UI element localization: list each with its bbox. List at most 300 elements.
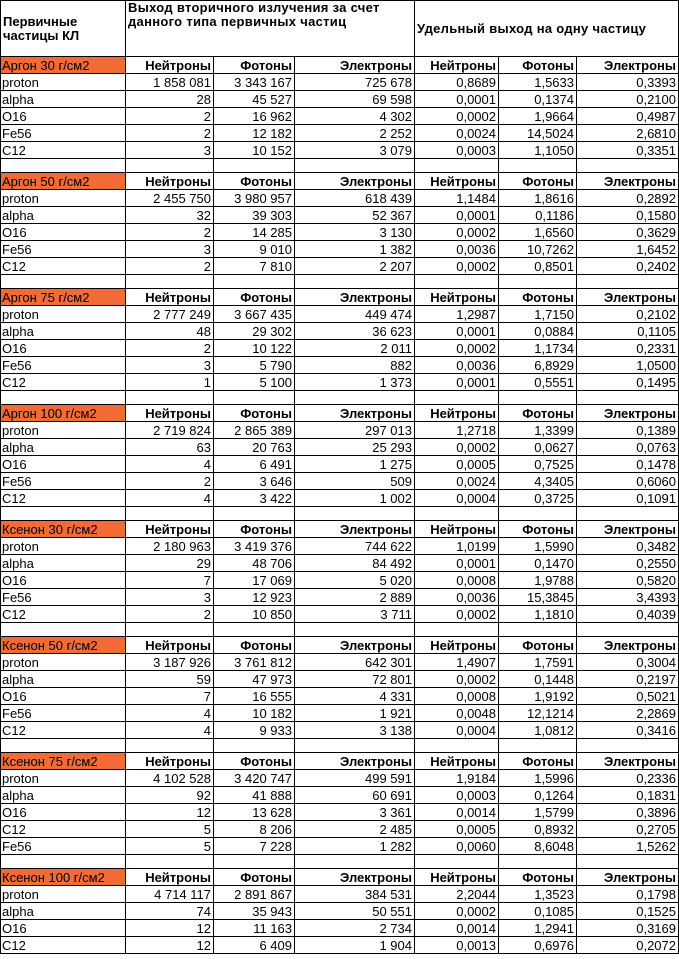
value-cell: 1,6452	[577, 241, 679, 258]
table-row	[1, 241, 679, 258]
value-cell: 0,2102	[577, 306, 679, 323]
value-cell: 0,0008	[415, 572, 499, 589]
particle-name: C12	[1, 374, 126, 391]
value-cell: 0,2072	[577, 937, 679, 954]
header-row	[1, 1, 679, 57]
value-cell: 0,2402	[577, 258, 679, 275]
value-cell: 1,8616	[499, 190, 577, 207]
empty-cell	[295, 739, 415, 753]
value-cell: 5 100	[214, 374, 295, 391]
particle-name: Fe56	[1, 705, 126, 722]
empty-cell	[415, 275, 499, 289]
column-header: Электроны	[295, 405, 415, 422]
value-cell: 2	[126, 606, 214, 623]
value-cell: 12 182	[214, 125, 295, 142]
value-cell: 0,4039	[577, 606, 679, 623]
table-row	[1, 838, 679, 855]
empty-cell	[1, 507, 126, 521]
value-cell: 0,2705	[577, 821, 679, 838]
table-row	[1, 125, 679, 142]
value-cell: 6,8929	[499, 357, 577, 374]
value-cell: 3 980 957	[214, 190, 295, 207]
column-header: Фотоны	[214, 753, 295, 770]
particle-name: Fe56	[1, 589, 126, 606]
column-header: Нейтроны	[126, 521, 214, 538]
value-cell: 3,4393	[577, 589, 679, 606]
value-cell: 1	[126, 374, 214, 391]
value-cell: 3 419 376	[214, 538, 295, 555]
value-cell: 0,0003	[415, 142, 499, 159]
value-cell: 4 302	[295, 108, 415, 125]
column-header: Нейтроны	[415, 753, 499, 770]
table-row	[1, 606, 679, 623]
value-cell: 1,5799	[499, 804, 577, 821]
table-row	[1, 91, 679, 108]
particle-name: Fe56	[1, 473, 126, 490]
value-cell: 0,0005	[415, 456, 499, 473]
column-header: Фотоны	[499, 57, 577, 74]
section-name: Аргон 100 г/см2	[1, 405, 126, 422]
value-cell: 13 628	[214, 804, 295, 821]
value-cell: 0,0001	[415, 374, 499, 391]
empty-cell	[1, 391, 126, 405]
column-header: Фотоны	[499, 869, 577, 886]
table-row	[1, 357, 679, 374]
empty-cell	[126, 159, 214, 173]
value-cell: 47 973	[214, 671, 295, 688]
particle-name: Fe56	[1, 241, 126, 258]
value-cell: 1 904	[295, 937, 415, 954]
value-cell: 3 343 167	[214, 74, 295, 91]
section-name: Ксенон 50 г/см2	[1, 637, 126, 654]
value-cell: 0,0001	[415, 91, 499, 108]
value-cell: 0,0002	[415, 340, 499, 357]
value-cell: 499 591	[295, 770, 415, 787]
value-cell: 0,0005	[415, 821, 499, 838]
value-cell: 3 667 435	[214, 306, 295, 323]
value-cell: 0,3004	[577, 654, 679, 671]
value-cell: 4	[126, 705, 214, 722]
table-row	[1, 654, 679, 671]
table-row	[1, 538, 679, 555]
column-header: Электроны	[577, 753, 679, 770]
value-cell: 0,0002	[415, 606, 499, 623]
value-cell: 3 422	[214, 490, 295, 507]
column-header: Фотоны	[499, 637, 577, 654]
value-cell: 3 420 747	[214, 770, 295, 787]
value-cell: 0,0013	[415, 937, 499, 954]
value-cell: 0,2336	[577, 770, 679, 787]
value-cell: 0,2331	[577, 340, 679, 357]
value-cell: 16 555	[214, 688, 295, 705]
column-header: Электроны	[577, 57, 679, 74]
table-row	[1, 671, 679, 688]
empty-cell	[214, 275, 295, 289]
empty-cell	[1, 623, 126, 637]
particle-name: proton	[1, 190, 126, 207]
particle-name: O16	[1, 224, 126, 241]
value-cell: 1,2718	[415, 422, 499, 439]
value-cell: 0,8689	[415, 74, 499, 91]
empty-cell	[577, 855, 679, 869]
column-header: Фотоны	[214, 869, 295, 886]
column-header: Фотоны	[214, 289, 295, 306]
table-row	[1, 74, 679, 91]
column-header: Нейтроны	[415, 521, 499, 538]
value-cell: 5 020	[295, 572, 415, 589]
value-cell: 0,0024	[415, 125, 499, 142]
table-row	[1, 190, 679, 207]
table-row	[1, 323, 679, 340]
value-cell: 39 303	[214, 207, 295, 224]
particle-name: alpha	[1, 323, 126, 340]
value-cell: 297 013	[295, 422, 415, 439]
value-cell: 17 069	[214, 572, 295, 589]
value-cell: 0,0004	[415, 722, 499, 739]
table-row	[1, 688, 679, 705]
value-cell: 3 646	[214, 473, 295, 490]
value-cell: 0,0014	[415, 804, 499, 821]
value-cell: 25 293	[295, 439, 415, 456]
value-cell: 1,5996	[499, 770, 577, 787]
particle-name: O16	[1, 108, 126, 125]
value-cell: 1,9664	[499, 108, 577, 125]
particle-name: O16	[1, 340, 126, 357]
particle-name: C12	[1, 606, 126, 623]
particle-name: C12	[1, 722, 126, 739]
value-cell: 0,0060	[415, 838, 499, 855]
value-cell: 0,0001	[415, 555, 499, 572]
value-cell: 7	[126, 572, 214, 589]
value-cell: 0,1831	[577, 787, 679, 804]
value-cell: 449 474	[295, 306, 415, 323]
value-cell: 0,6060	[577, 473, 679, 490]
empty-cell	[295, 159, 415, 173]
table-row	[1, 589, 679, 606]
value-cell: 0,1091	[577, 490, 679, 507]
table-row	[1, 937, 679, 954]
value-cell: 0,2550	[577, 555, 679, 572]
value-cell: 72 801	[295, 671, 415, 688]
value-cell: 0,7525	[499, 456, 577, 473]
value-cell: 0,0884	[499, 323, 577, 340]
value-cell: 509	[295, 473, 415, 490]
value-cell: 1,2941	[499, 920, 577, 937]
value-cell: 0,3482	[577, 538, 679, 555]
value-cell: 0,0024	[415, 473, 499, 490]
empty-cell	[1, 275, 126, 289]
empty-cell	[1, 159, 126, 173]
value-cell: 74	[126, 903, 214, 920]
column-header: Нейтроны	[415, 289, 499, 306]
empty-cell	[577, 159, 679, 173]
value-cell: 36 623	[295, 323, 415, 340]
value-cell: 0,1374	[499, 91, 577, 108]
section-header-row	[1, 405, 679, 422]
empty-cell	[577, 391, 679, 405]
value-cell: 1,1484	[415, 190, 499, 207]
value-cell: 2 011	[295, 340, 415, 357]
empty-cell	[499, 507, 577, 521]
value-cell: 0,2892	[577, 190, 679, 207]
value-cell: 10 152	[214, 142, 295, 159]
value-cell: 2,2044	[415, 886, 499, 903]
value-cell: 29 302	[214, 323, 295, 340]
empty-cell	[577, 739, 679, 753]
value-cell: 0,3169	[577, 920, 679, 937]
empty-cell	[295, 275, 415, 289]
table-row	[1, 903, 679, 920]
value-cell: 1 282	[295, 838, 415, 855]
column-header: Нейтроны	[415, 637, 499, 654]
column-header: Электроны	[577, 173, 679, 190]
value-cell: 1,0812	[499, 722, 577, 739]
value-cell: 1,5990	[499, 538, 577, 555]
empty-cell	[415, 391, 499, 405]
table-row	[1, 108, 679, 125]
value-cell: 0,0036	[415, 589, 499, 606]
spacer-row	[1, 391, 679, 405]
table-row	[1, 422, 679, 439]
empty-cell	[214, 507, 295, 521]
value-cell: 0,1448	[499, 671, 577, 688]
value-cell: 1,9192	[499, 688, 577, 705]
column-header: Электроны	[577, 405, 679, 422]
value-cell: 0,0627	[499, 439, 577, 456]
value-cell: 1 002	[295, 490, 415, 507]
value-cell: 35 943	[214, 903, 295, 920]
empty-cell	[295, 391, 415, 405]
value-cell: 3 361	[295, 804, 415, 821]
value-cell: 14 285	[214, 224, 295, 241]
value-cell: 60 691	[295, 787, 415, 804]
table-row	[1, 207, 679, 224]
particle-name: alpha	[1, 903, 126, 920]
table-row	[1, 142, 679, 159]
value-cell: 1,5262	[577, 838, 679, 855]
value-cell: 12,1214	[499, 705, 577, 722]
value-cell: 45 527	[214, 91, 295, 108]
value-cell: 7	[126, 688, 214, 705]
empty-cell	[415, 739, 499, 753]
empty-cell	[214, 739, 295, 753]
section-header-row	[1, 173, 679, 190]
column-header: Нейтроны	[415, 57, 499, 74]
value-cell: 0,1264	[499, 787, 577, 804]
table-row	[1, 439, 679, 456]
value-cell: 1,0199	[415, 538, 499, 555]
empty-cell	[499, 855, 577, 869]
particle-name: O16	[1, 688, 126, 705]
value-cell: 1 275	[295, 456, 415, 473]
value-cell: 28	[126, 91, 214, 108]
section-header-row	[1, 637, 679, 654]
particle-name: C12	[1, 821, 126, 838]
value-cell: 3 130	[295, 224, 415, 241]
value-cell: 1,1734	[499, 340, 577, 357]
value-cell: 1,3399	[499, 422, 577, 439]
empty-cell	[415, 159, 499, 173]
value-cell: 3 711	[295, 606, 415, 623]
value-cell: 0,0008	[415, 688, 499, 705]
column-header: Фотоны	[214, 57, 295, 74]
value-cell: 12	[126, 920, 214, 937]
value-cell: 1,0500	[577, 357, 679, 374]
value-cell: 0,5551	[499, 374, 577, 391]
value-cell: 0,4987	[577, 108, 679, 125]
empty-cell	[499, 391, 577, 405]
value-cell: 12	[126, 804, 214, 821]
value-cell: 0,2197	[577, 671, 679, 688]
column-header: Электроны	[577, 289, 679, 306]
value-cell: 1,7150	[499, 306, 577, 323]
value-cell: 32	[126, 207, 214, 224]
section-header-row	[1, 57, 679, 74]
column-header: Электроны	[295, 289, 415, 306]
section-header-row	[1, 521, 679, 538]
value-cell: 3 761 812	[214, 654, 295, 671]
empty-cell	[295, 855, 415, 869]
particle-name: proton	[1, 886, 126, 903]
particle-name: alpha	[1, 207, 126, 224]
column-header: Фотоны	[214, 521, 295, 538]
table-row	[1, 224, 679, 241]
value-cell: 3 187 926	[126, 654, 214, 671]
column-header: Фотоны	[214, 405, 295, 422]
value-cell: 3	[126, 142, 214, 159]
particle-name: alpha	[1, 555, 126, 572]
value-cell: 5	[126, 838, 214, 855]
value-cell: 0,1478	[577, 456, 679, 473]
value-cell: 1,2987	[415, 306, 499, 323]
column-header: Фотоны	[499, 289, 577, 306]
section-header-row	[1, 289, 679, 306]
particle-name: C12	[1, 142, 126, 159]
column-header: Электроны	[295, 521, 415, 538]
spacer-row	[1, 507, 679, 521]
value-cell: 2 891 867	[214, 886, 295, 903]
value-cell: 0,0002	[415, 224, 499, 241]
empty-cell	[415, 507, 499, 521]
empty-cell	[415, 623, 499, 637]
value-cell: 744 622	[295, 538, 415, 555]
section-name: Ксенон 30 г/см2	[1, 521, 126, 538]
value-cell: 0,3725	[499, 490, 577, 507]
particle-name: alpha	[1, 787, 126, 804]
value-cell: 1,3523	[499, 886, 577, 903]
value-cell: 1,7591	[499, 654, 577, 671]
table-row	[1, 258, 679, 275]
empty-cell	[126, 855, 214, 869]
column-header: Нейтроны	[415, 173, 499, 190]
value-cell: 10,7262	[499, 241, 577, 258]
value-cell: 4 714 117	[126, 886, 214, 903]
value-cell: 3 079	[295, 142, 415, 159]
value-cell: 59	[126, 671, 214, 688]
value-cell: 41 888	[214, 787, 295, 804]
value-cell: 0,5820	[577, 572, 679, 589]
column-header: Электроны	[295, 173, 415, 190]
value-cell: 14,5024	[499, 125, 577, 142]
value-cell: 7 810	[214, 258, 295, 275]
value-cell: 2 455 750	[126, 190, 214, 207]
value-cell: 384 531	[295, 886, 415, 903]
empty-cell	[214, 391, 295, 405]
column-header: Нейтроны	[126, 869, 214, 886]
value-cell: 69 598	[295, 91, 415, 108]
value-cell: 0,1495	[577, 374, 679, 391]
value-cell: 1,9184	[415, 770, 499, 787]
value-cell: 1 858 081	[126, 74, 214, 91]
value-cell: 1,1810	[499, 606, 577, 623]
value-cell: 0,8932	[499, 821, 577, 838]
column-header: Фотоны	[499, 173, 577, 190]
value-cell: 0,8501	[499, 258, 577, 275]
particle-name: Fe56	[1, 357, 126, 374]
value-cell: 0,1470	[499, 555, 577, 572]
value-cell: 0,3393	[577, 74, 679, 91]
value-cell: 84 492	[295, 555, 415, 572]
value-cell: 0,5021	[577, 688, 679, 705]
table-row	[1, 306, 679, 323]
empty-cell	[126, 275, 214, 289]
value-cell: 0,0048	[415, 705, 499, 722]
spacer-row	[1, 159, 679, 173]
value-cell: 0,3629	[577, 224, 679, 241]
value-cell: 12	[126, 937, 214, 954]
empty-cell	[499, 275, 577, 289]
value-cell: 0,1580	[577, 207, 679, 224]
value-cell: 2,6810	[577, 125, 679, 142]
section-name: Аргон 50 г/см2	[1, 173, 126, 190]
section-name: Ксенон 100 г/см2	[1, 869, 126, 886]
value-cell: 52 367	[295, 207, 415, 224]
value-cell: 3 138	[295, 722, 415, 739]
column-header: Фотоны	[499, 753, 577, 770]
section-name: Аргон 30 г/см2	[1, 57, 126, 74]
value-cell: 0,0036	[415, 357, 499, 374]
value-cell: 5 790	[214, 357, 295, 374]
table-row	[1, 555, 679, 572]
particle-name: proton	[1, 654, 126, 671]
value-cell: 8 206	[214, 821, 295, 838]
particle-name: proton	[1, 538, 126, 555]
value-cell: 0,1186	[499, 207, 577, 224]
value-cell: 4,3405	[499, 473, 577, 490]
value-cell: 50 551	[295, 903, 415, 920]
column-header: Нейтроны	[126, 753, 214, 770]
table-row	[1, 490, 679, 507]
column-header: Нейтроны	[126, 173, 214, 190]
value-cell: 2	[126, 258, 214, 275]
value-cell: 2 719 824	[126, 422, 214, 439]
value-cell: 2	[126, 473, 214, 490]
empty-cell	[126, 623, 214, 637]
column-header: Фотоны	[499, 405, 577, 422]
value-cell: 9 010	[214, 241, 295, 258]
value-cell: 2 485	[295, 821, 415, 838]
value-cell: 1 373	[295, 374, 415, 391]
value-cell: 0,1105	[577, 323, 679, 340]
value-cell: 10 122	[214, 340, 295, 357]
empty-cell	[126, 391, 214, 405]
particle-name: alpha	[1, 439, 126, 456]
column-header: Нейтроны	[126, 405, 214, 422]
column-header: Электроны	[295, 637, 415, 654]
particle-name: C12	[1, 490, 126, 507]
table-row	[1, 473, 679, 490]
table-row	[1, 340, 679, 357]
